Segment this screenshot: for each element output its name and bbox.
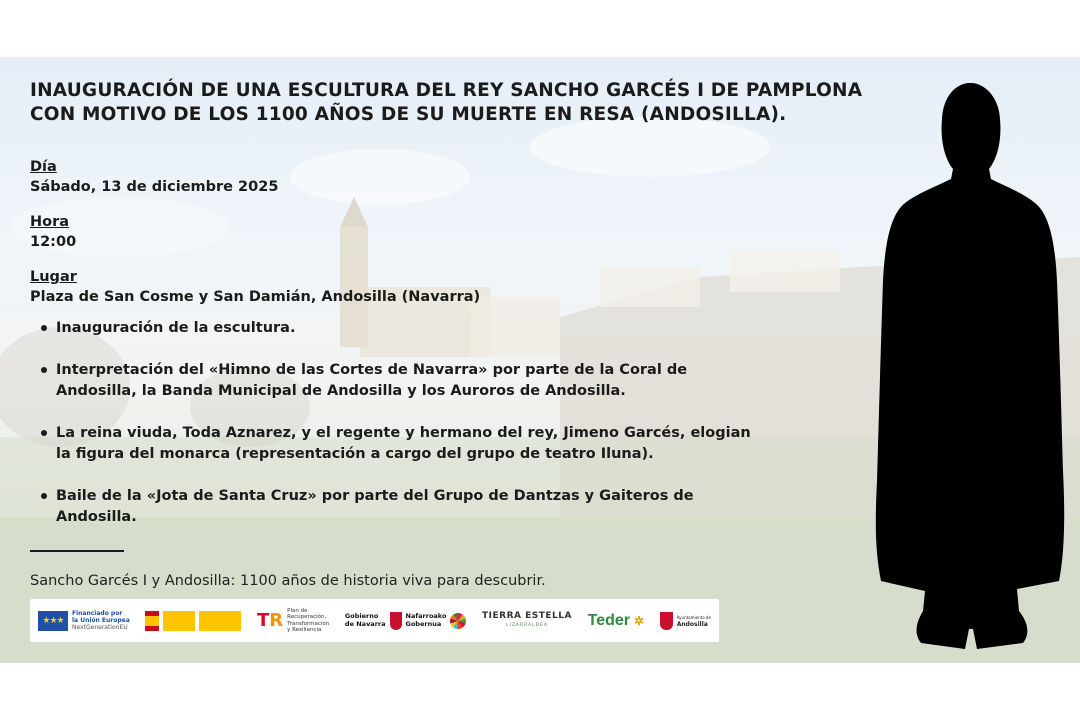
eu-logo-line2: la Unión Europea [72, 617, 130, 624]
andosilla-line2: Andosilla [676, 620, 708, 628]
program-item [30, 423, 770, 465]
navarra-line2: de Navarra [344, 619, 386, 628]
bullet-icon [41, 325, 47, 331]
program-item-text: Inauguración de la escultura. [56, 320, 296, 336]
teder-text: Teder [587, 611, 631, 629]
spain-shield-icon [145, 611, 159, 631]
navarra-line4: Gobernua [405, 619, 442, 628]
sdg-wheel-icon [450, 613, 466, 629]
bullet-icon [41, 430, 47, 436]
divider [30, 550, 124, 552]
navarra-line1: Gobierno [344, 612, 379, 620]
navarra-government-logo [345, 612, 467, 630]
time-value: 12:00 [30, 234, 77, 250]
banner [0, 57, 1080, 663]
eu-logo-line3: NextGenerationEU [72, 624, 128, 631]
place-label: Lugar [30, 269, 77, 285]
program-item [30, 486, 770, 528]
teder-sparkle-icon: ✲ [634, 613, 645, 628]
teder-logo [588, 612, 644, 630]
prtr-line1: Plan de [287, 607, 308, 614]
program-item-text: Baile de la «Jota de Santa Cruz» por parte del Grupo de Dantzas y Gaiteros de Andosilla. [56, 488, 694, 525]
prtr-mark-icon: TR [257, 610, 284, 631]
andosilla-line1: Ayuntamiento de [676, 614, 711, 620]
eu-logo [38, 610, 130, 631]
tagline: Sancho Garcés I y Andosilla: 1100 años de historia viva para descubrir. [30, 573, 546, 589]
navarra-line3: Nafarroako [405, 612, 447, 620]
bullet-icon [41, 367, 47, 373]
day-label: Día [30, 159, 57, 175]
event-content [30, 79, 930, 549]
event-title-line1: INAUGURACIÓN DE UNA ESCULTURA DEL REY SANCHO GARCÉS I DE PAMPLONA [30, 80, 863, 101]
program-list [30, 318, 770, 528]
spain-ministry-block [163, 611, 195, 631]
prtr-line4: y Resiliencia [287, 627, 322, 633]
program-item-text: Interpretación del «Himno de las Cortes de Navarra» por parte de la Coral de Andosilla, la Banda Municipal de Andosilla y los Auroros de Andosilla. [56, 362, 688, 399]
program-item-text: La reina viuda, Toda Aznarez, y el regente y hermano del rey, Jimeno Garcés, elogian la figura del monarca (representación a cargo del grupo de teatro Iluna). [56, 425, 751, 462]
tierra-estella-text: TIERRA ESTELLA [482, 610, 572, 621]
andosilla-shield-icon [660, 612, 673, 630]
andosilla-council-logo [660, 612, 711, 630]
sponsor-logo-strip [30, 599, 719, 642]
event-title-line2: CON MOTIVO DE LOS 1100 AÑOS DE SU MUERTE EN RESA (ANDOSILLA). [30, 104, 787, 125]
program-item [30, 360, 770, 402]
spain-government-logo [145, 611, 241, 631]
king-silhouette [873, 81, 1069, 661]
day-value: Sábado, 13 de diciembre 2025 [30, 179, 279, 195]
prtr-line3: Transformación [287, 620, 330, 627]
time-label: Hora [30, 214, 70, 230]
bullet-icon [41, 493, 47, 499]
navarra-shield-icon [390, 612, 402, 630]
program-item [30, 318, 770, 339]
prtr-line2: Recuperación, [287, 614, 327, 620]
eu-logo-line1: Financiado por [72, 610, 123, 617]
tierra-estella-subtext: LIZARRALDEA [506, 622, 549, 628]
place-value: Plaza de San Cosme y San Damián, Andosilla (Navarra) [30, 289, 481, 305]
event-title [30, 79, 930, 127]
tierra-estella-logo [482, 611, 572, 631]
spain-ministry-block [199, 611, 241, 631]
prtr-logo [257, 608, 329, 634]
eu-flag-icon: ★★★ [38, 611, 68, 631]
